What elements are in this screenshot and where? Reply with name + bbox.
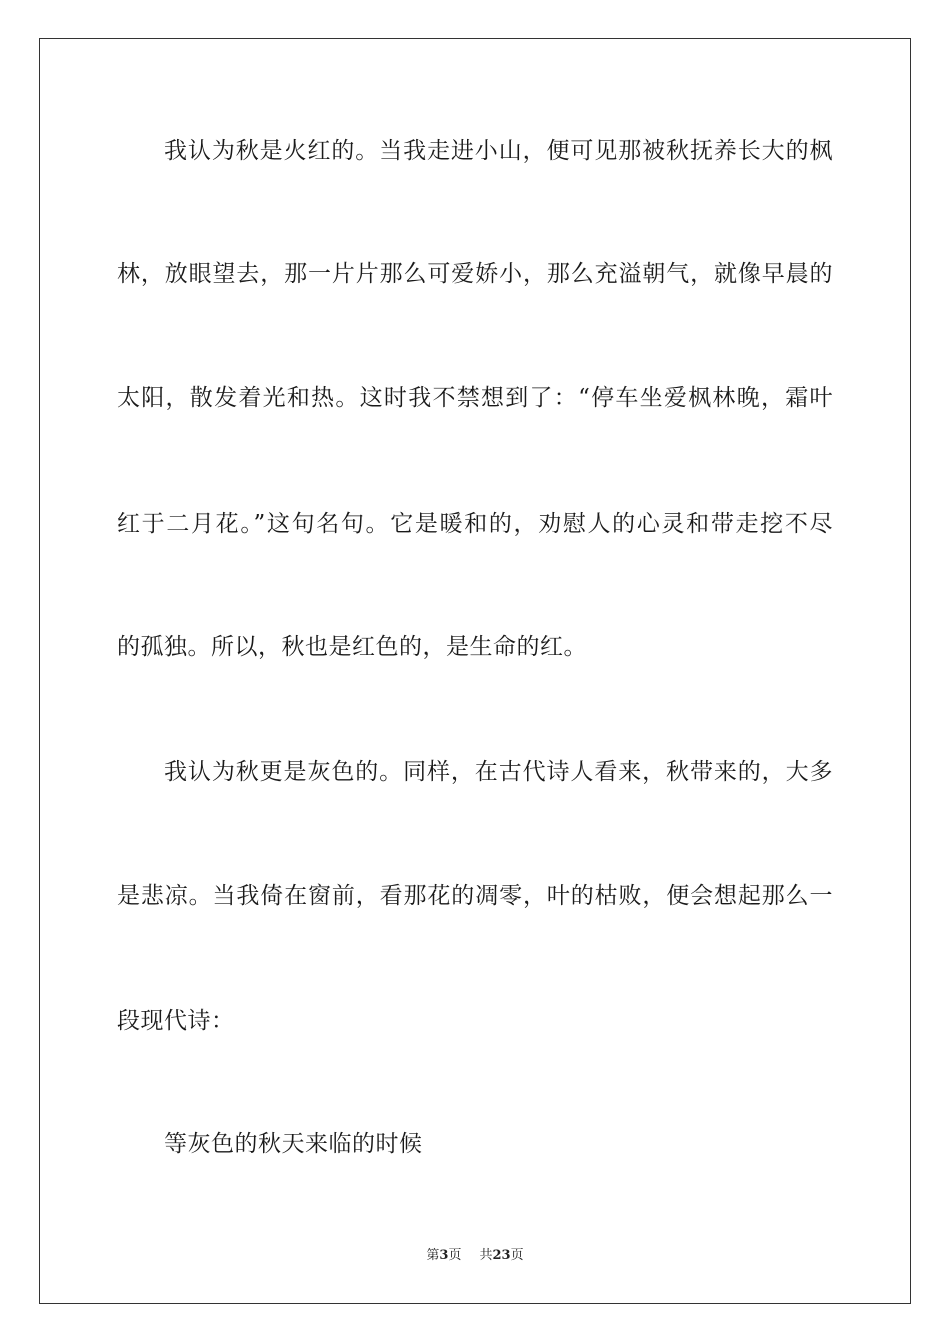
page-total: 23 <box>492 1248 511 1263</box>
paragraph-1-line-3: 太阳，散发着光和热。这时我不禁想到了：“停车坐爱枫林晚，霜叶 <box>117 385 833 411</box>
paragraph-1-line-5: 的孤独。所以，秋也是红色的，是生命的红。 <box>117 634 587 660</box>
page-unit: 页 <box>448 1248 462 1263</box>
paragraph-1-line-4: 红于二月花。”这句名句。它是暖和的，劝慰人的心灵和带走挖不尽 <box>117 511 833 537</box>
page-current: 3 <box>439 1248 449 1263</box>
paragraph-2-line-2: 是悲凉。当我倚在窗前，看那花的凋零，叶的枯败，便会想起那么一 <box>117 883 833 909</box>
paragraph-1-line-2: 林，放眼望去，那一片片那么可爱娇小，那么充溢朝气，就像早晨的 <box>117 261 833 287</box>
paragraph-1-line-1: 我认为秋是火红的。当我走进小山，便可见那被秋抚养长大的枫 <box>164 138 833 164</box>
poem-line-1: 等灰色的秋天来临的时候 <box>164 1131 423 1157</box>
total-prefix: 共 <box>479 1248 493 1263</box>
page-prefix: 第 <box>426 1248 440 1263</box>
page-border <box>39 38 911 1304</box>
paragraph-2-line-3: 段现代诗： <box>117 1008 235 1034</box>
page-footer <box>0 1247 950 1265</box>
total-unit: 页 <box>510 1248 524 1263</box>
paragraph-2-line-1: 我认为秋更是灰色的。同样，在古代诗人看来，秋带来的，大多 <box>164 759 833 785</box>
